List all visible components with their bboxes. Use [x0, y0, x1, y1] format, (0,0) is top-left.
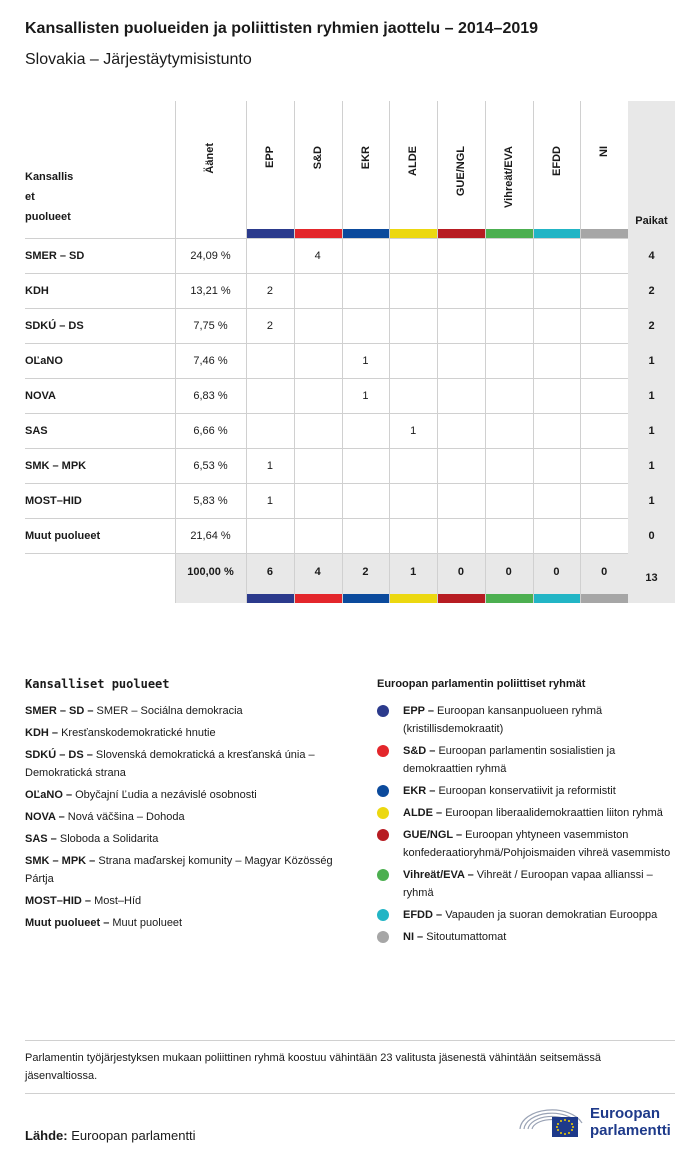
group-legend-item: S&D – Euroopan parlamentin sosialistien ja demokraattien ryhmä — [377, 742, 677, 778]
group-color-bar — [534, 594, 581, 603]
party-column-header: Kansallis et puolueet — [25, 171, 74, 223]
party-name: MOST–HID — [25, 494, 82, 507]
group-color-bar — [438, 594, 485, 603]
group-color-bar — [390, 229, 437, 238]
group-legend-item: EKR – Euroopan konservatiivit ja reformistit — [377, 782, 677, 800]
group-seat-total: 0 — [457, 565, 464, 578]
group-header-guengl: GUE/NGL — [455, 146, 467, 197]
group-color-bar — [295, 594, 342, 603]
vote-share: 6,83 % — [193, 389, 228, 402]
party-seat-total: 0 — [648, 529, 655, 542]
column-divider — [580, 101, 581, 603]
group-legend-item: NI – Sitoutumattomat — [377, 928, 677, 946]
party-legend-item: SMER – SD – SMER – Sociálna demokracia — [25, 705, 243, 717]
vote-share: 5,83 % — [193, 494, 228, 507]
group-seat-total: 6 — [266, 565, 273, 578]
european-parliament-hemicycle-icon — [518, 1103, 588, 1139]
group-color-bar — [581, 229, 628, 238]
group-seat-total: 0 — [505, 565, 512, 578]
group-legend — [377, 702, 677, 950]
group-legend-title: Euroopan parlamentin poliittiset ryhmät — [377, 678, 586, 690]
group-legend-item: EFDD – Vapauden ja suoran demokratian Eurooppa — [377, 906, 677, 924]
source-label: Lähde: — [25, 1128, 68, 1143]
source-value: Euroopan parlamentti — [71, 1128, 196, 1143]
group-color-bar — [247, 594, 294, 603]
group-color-bar — [247, 229, 294, 238]
group-color-bar — [438, 229, 485, 238]
party-name: SMK – MPK — [25, 459, 87, 472]
group-seat-count: 1 — [362, 354, 369, 367]
party-seat-total: 2 — [648, 319, 655, 332]
column-divider — [533, 101, 534, 603]
column-divider — [246, 101, 247, 603]
group-seat-total: 4 — [314, 565, 321, 578]
group-legend-item: Vihreät/EVA – Vihreät / Euroopan vapaa allianssi – ryhmä — [377, 866, 677, 902]
vote-share: 21,64 % — [190, 529, 231, 542]
group-legend-item: GUE/NGL – Euroopan yhtyneen vasemmiston konfederaatioryhmä/Pohjoismaiden vihreä vasemmisto — [377, 826, 677, 862]
vote-share: 24,09 % — [190, 249, 231, 262]
group-seat-count: 1 — [266, 459, 273, 472]
group-color-dot — [377, 807, 389, 819]
group-legend-item: EPP – Euroopan kansanpuolueen ryhmä (kristillisdemokraatit) — [377, 702, 677, 738]
party-seat-total: 1 — [648, 459, 655, 472]
seats-header: Paikat — [635, 215, 668, 227]
party-seat-total: 1 — [648, 389, 655, 402]
group-seat-total: 0 — [601, 565, 608, 578]
group-header-ekr: EKR — [359, 146, 372, 170]
party-name: SMER – SD — [25, 249, 85, 262]
column-divider — [389, 101, 390, 603]
total-seats: 13 — [645, 572, 658, 584]
footnote: Parlamentin työjärjestyksen mukaan poliittinen ryhmä koostuu vähintään 23 valitusta jäsenestä vähintään seitsemässä jäsenvaltiossa. — [25, 1052, 601, 1082]
group-header-ni: NI — [598, 146, 611, 157]
vote-share: 6,66 % — [193, 424, 228, 437]
group-seat-count: 2 — [266, 284, 273, 297]
group-color-bar — [343, 229, 390, 238]
party-seat-total: 4 — [648, 249, 655, 262]
seat-distribution-table — [25, 101, 675, 603]
group-header-vihreteva: Vihreät/EVA — [502, 146, 515, 208]
vote-share: 13,21 % — [190, 284, 231, 297]
group-seat-count: 2 — [266, 319, 273, 332]
group-header-epp: EPP — [264, 146, 276, 169]
party-seat-total: 2 — [648, 284, 655, 297]
group-color-dot — [377, 909, 389, 921]
party-legend-item: SDKÚ – DS – Slovenská demokratická a kresťanská únia – Demokratická strana — [25, 749, 315, 779]
party-legend-item: NOVA – Nová väčšina – Dohoda — [25, 811, 185, 823]
european-parliament-logo — [518, 1103, 678, 1143]
group-color-bar — [486, 229, 533, 238]
party-seat-total: 1 — [648, 354, 655, 367]
group-seat-count: 1 — [410, 424, 417, 437]
vote-share: 7,46 % — [193, 354, 228, 367]
group-seat-count: 1 — [266, 494, 273, 507]
group-color-dot — [377, 745, 389, 757]
vote-share: 7,75 % — [193, 319, 228, 332]
group-seat-total: 0 — [553, 565, 560, 578]
group-color-dot — [377, 829, 389, 841]
party-legend-title: Kansalliset puolueet — [25, 677, 170, 691]
column-divider — [485, 101, 486, 603]
group-color-dot — [377, 705, 389, 717]
group-seat-count: 1 — [362, 389, 369, 402]
logo-line-1: Euroopan — [590, 1105, 660, 1122]
party-name: Muut puolueet — [25, 529, 101, 542]
party-name: KDH — [25, 284, 49, 297]
party-name: NOVA — [25, 389, 56, 402]
group-color-bar — [295, 229, 342, 238]
group-legend-item: ALDE – Euroopan liberaalidemokraattien liiton ryhmä — [377, 804, 677, 822]
group-header-efdd: EFDD — [550, 146, 563, 176]
group-header-sd: S&D — [311, 146, 324, 170]
group-color-bar — [534, 229, 581, 238]
party-name: OĽaNO — [25, 354, 63, 367]
party-legend — [25, 702, 345, 936]
page-subtitle: Slovakia – Järjestäytymisistunto — [25, 51, 252, 68]
group-color-bar — [581, 594, 628, 603]
group-seat-total: 2 — [362, 565, 369, 578]
party-name: SAS — [25, 424, 48, 437]
total-votes: 100,00 % — [187, 565, 234, 578]
votes-header: Äänet — [204, 143, 216, 174]
party-name: SDKÚ – DS — [25, 319, 84, 332]
party-legend-item: Muut puolueet – Muut puolueet — [25, 917, 183, 929]
logo-line-2: parlamentti — [590, 1122, 671, 1139]
group-color-dot — [377, 931, 389, 943]
page-title: Kansallisten puolueiden ja poliittisten ryhmien jaottelu – 2014–2019 — [25, 20, 539, 37]
party-seat-total: 1 — [648, 424, 655, 437]
group-color-dot — [377, 785, 389, 797]
group-color-bar — [486, 594, 533, 603]
party-legend-item: SMK – MPK – Strana maďarskej komunity – Magyar Közösség Pártja — [25, 855, 333, 885]
vote-share: 6,53 % — [193, 459, 228, 472]
column-divider — [294, 101, 295, 603]
group-header-alde: ALDE — [407, 146, 420, 176]
group-color-dot — [377, 869, 389, 881]
group-color-bar — [390, 594, 437, 603]
group-color-bar — [343, 594, 390, 603]
divider — [25, 1093, 675, 1094]
party-legend-item: MOST–HID – Most–Híd — [25, 895, 142, 907]
column-divider — [437, 101, 438, 603]
party-legend-item: SAS – Sloboda a Solidarita — [25, 833, 159, 845]
divider — [25, 1040, 675, 1041]
group-seat-count: 4 — [314, 249, 321, 262]
party-legend-item: KDH – Kresťanskodemokratické hnutie — [25, 727, 216, 739]
party-legend-item: OĽaNO – Obyčajní Ľudia a nezávislé osobnosti — [25, 789, 257, 801]
party-seat-total: 1 — [648, 494, 655, 507]
source-line — [25, 1128, 196, 1143]
group-seat-total: 1 — [410, 565, 417, 578]
